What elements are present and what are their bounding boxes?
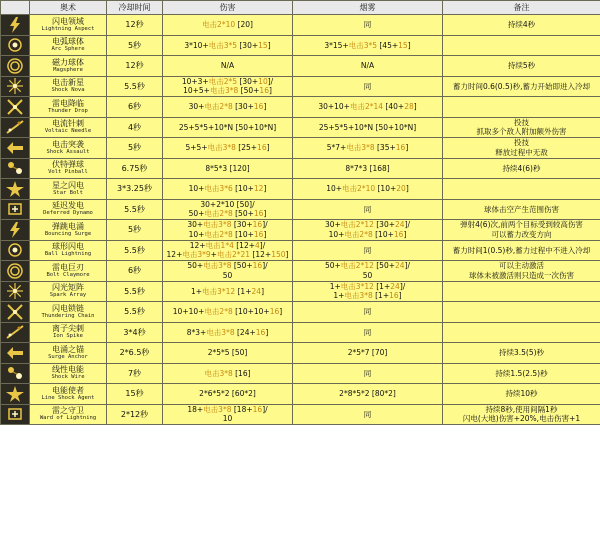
- cell-line: 持续4(6)秒: [502, 163, 541, 173]
- spell-icon-cell: [1, 404, 30, 425]
- spark-array-icon: [4, 282, 26, 300]
- frenzy-cell: [293, 35, 443, 56]
- damage-cell: [163, 199, 293, 220]
- notes-cell: [443, 199, 600, 220]
- magsphere-icon: [4, 57, 26, 75]
- spell-name-cell: [30, 158, 107, 179]
- cell-line: 电击3*8 [16]: [204, 368, 251, 378]
- spell-icon-cell: [1, 240, 30, 261]
- frenzy-cell: [293, 15, 443, 36]
- cell-line: 12+电击1*4 [12+4]/: [189, 240, 266, 250]
- frenzy-cell: [293, 240, 443, 261]
- spell-name-cn: 电击新星: [52, 78, 84, 88]
- cell-line: 同: [363, 204, 372, 214]
- spell-name-en: Ball Lightning: [44, 251, 92, 258]
- spell-name-cell: [30, 56, 107, 77]
- shock-wire-icon: [4, 364, 26, 382]
- cell-line: 1+电击3*12 [1+24]: [190, 286, 264, 296]
- spell-name-cn: 弹跳电涌: [52, 221, 84, 231]
- notes-cell: [443, 15, 600, 36]
- notes-cell: [443, 158, 600, 179]
- spell-name-cell: [30, 97, 107, 118]
- table-row: [1, 97, 600, 118]
- deferred-dynamo-icon: [4, 200, 26, 218]
- spell-icon-cell: [1, 56, 30, 77]
- damage-cell: [163, 343, 293, 364]
- damage-cell: [163, 322, 293, 343]
- spell-name-cell: [30, 220, 107, 241]
- cell-line: 投技: [514, 138, 529, 148]
- spell-name-cell: [30, 302, 107, 323]
- frenzy-cell: [293, 56, 443, 77]
- lightning-aspect-icon: [4, 16, 26, 34]
- cell-line: 8*3+电击3*8 [24+16]: [186, 327, 269, 337]
- cell-line: 30+电击3*8 [30+16]/: [187, 220, 268, 230]
- frenzy-cell: [293, 343, 443, 364]
- spell-name-en: Ward of Lightning: [39, 415, 97, 422]
- cell-line: 1+电击3*12 [1+24]/: [329, 281, 406, 291]
- spell-name-cell: [30, 322, 107, 343]
- frenzy-cell: [293, 302, 443, 323]
- spell-icon-cell: [1, 302, 30, 323]
- cell-line: 8*5*3 [120]: [205, 163, 250, 173]
- cooldown-cell: 15秒: [107, 384, 163, 405]
- cooldown-cell: 6秒: [107, 97, 163, 118]
- cell-line: 10: [222, 414, 233, 424]
- cooldown-cell: 6秒: [107, 261, 163, 282]
- spell-name-en: Star Bolt: [53, 189, 83, 196]
- cooldown-cell: 5.5秒: [107, 199, 163, 220]
- cooldown-cell: 5.5秒: [107, 240, 163, 261]
- spell-name-en: Volt Pinball: [48, 169, 88, 176]
- damage-cell: [163, 179, 293, 200]
- table-row: [1, 56, 600, 77]
- cell-line: N/A: [220, 61, 235, 70]
- frenzy-cell: [293, 384, 443, 405]
- cell-line: 同: [363, 409, 372, 419]
- cell-line: 可以主动激活: [499, 261, 544, 271]
- frenzy-cell: [293, 363, 443, 384]
- thunder-drop-icon: [4, 98, 26, 116]
- cell-line: 持续4秒: [507, 20, 536, 29]
- spell-name-cn: 离子尖刺: [52, 324, 84, 334]
- cell-line: 30+电击2*12 [30+24]/: [324, 220, 411, 230]
- cell-line: 5*7+电击3*8 [35+16]: [326, 143, 409, 152]
- spell-name-cn: 线性电能: [52, 365, 84, 375]
- notes-cell: [443, 117, 600, 138]
- table-row: [1, 199, 600, 220]
- cooldown-cell: 5秒: [107, 35, 163, 56]
- spell-icon-cell: [1, 343, 30, 364]
- cooldown-cell: 6.75秒: [107, 158, 163, 179]
- spell-name-cn: 电能使者: [52, 385, 84, 395]
- cooldown-cell: 2*12秒: [107, 404, 163, 425]
- table-row: [1, 76, 600, 97]
- arc-sphere-icon: [4, 36, 26, 54]
- damage-cell: [163, 281, 293, 302]
- spell-icon-cell: [1, 35, 30, 56]
- spell-name-cell: [30, 199, 107, 220]
- spell-name-cn: 电涌之锚: [52, 344, 84, 354]
- ward-of-lightning-icon: [4, 405, 26, 423]
- spell-icon-cell: [1, 199, 30, 220]
- cell-line: 10+10+电击2*8 [10+10+16]: [172, 307, 283, 316]
- spell-name-en: Arc Sphere: [51, 46, 85, 53]
- damage-cell: [163, 384, 293, 405]
- cell-line: 2*5*5 [50]: [207, 348, 248, 357]
- spell-icon-cell: [1, 179, 30, 200]
- damage-cell: [163, 56, 293, 77]
- cell-line: 18+电击3*8 [18+16]/: [187, 404, 268, 414]
- header-icon: [1, 1, 30, 15]
- cell-line: 持续3.5(5)秒: [498, 348, 545, 357]
- header-damage: 伤害: [163, 1, 293, 15]
- cell-line: N/A: [360, 61, 375, 70]
- spell-name-cell: [30, 384, 107, 405]
- cell-line: 1+电击3*8 [1+16]: [333, 291, 402, 301]
- spell-name-cell: [30, 281, 107, 302]
- frenzy-cell: [293, 179, 443, 200]
- frenzy-cell: [293, 76, 443, 97]
- frenzy-cell: [293, 220, 443, 241]
- spell-name-cn: 电弧球体: [52, 37, 84, 47]
- spell-name-en: Deferred Dynamo: [43, 210, 93, 217]
- spell-name-cn: 闪光矩阵: [52, 283, 84, 293]
- damage-cell: [163, 220, 293, 241]
- cooldown-cell: 5.5秒: [107, 76, 163, 97]
- cell-line: 同: [363, 307, 372, 316]
- bolt-claymore-icon: [4, 262, 26, 280]
- notes-cell: [443, 281, 600, 302]
- cooldown-cell: 4秒: [107, 117, 163, 138]
- table-row: [1, 15, 600, 36]
- cooldown-cell: 5.5秒: [107, 302, 163, 323]
- notes-cell: [443, 240, 600, 261]
- bouncing-surge-icon: [4, 221, 26, 239]
- spell-name-en: Line Shock Agent: [41, 394, 95, 401]
- spell-name-en: Voltaic Needle: [44, 128, 92, 135]
- cell-line: 50: [222, 270, 233, 280]
- header-spell: 奥术: [30, 1, 107, 15]
- cell-line: 持续5秒: [507, 61, 536, 70]
- cooldown-cell: 12秒: [107, 56, 163, 77]
- cell-line: 50+电击2*8 [50+16]: [188, 209, 267, 219]
- cell-line: 持续1.5(2.5)秒: [495, 368, 548, 378]
- cell-line: 10+5+电击3*8 [50+16]: [183, 86, 272, 96]
- cell-line: 5+5+电击3*8 [25+16]: [185, 143, 270, 152]
- spell-name-en: Spark Array: [49, 292, 87, 299]
- spell-name-en: Ion Spike: [53, 333, 83, 340]
- cell-line: 蓄力时间0.6(0.5)秒,蓄力开始即进入冷却: [452, 81, 591, 91]
- table-row: [1, 343, 600, 364]
- frenzy-cell: [293, 138, 443, 159]
- cooldown-cell: 12秒: [107, 15, 163, 36]
- cell-line: 10+电击2*8 [10+16]: [188, 229, 267, 239]
- cell-line: 持续10秒: [505, 389, 538, 398]
- cell-line: 50+电击2*12 [50+24]/: [324, 261, 411, 271]
- spell-name-cn: 闪电领域: [52, 16, 84, 26]
- ion-spike-icon: [4, 323, 26, 341]
- spell-name-cell: [30, 117, 107, 138]
- spell-name-en: Surge Anchor: [48, 353, 88, 360]
- cell-line: 球体未被激活则只造成一次伤害: [469, 270, 574, 280]
- spell-icon-cell: [1, 15, 30, 36]
- spell-name-cn: 电击突袭: [52, 139, 84, 149]
- notes-cell: [443, 76, 600, 97]
- spell-icon-cell: [1, 117, 30, 138]
- notes-cell: [443, 404, 600, 425]
- shock-assault-icon: [4, 139, 26, 157]
- header-notes: 备注: [443, 1, 600, 15]
- spell-icon-cell: [1, 261, 30, 282]
- cell-line: 弹射4(6)次,前两个目标受到较高伤害: [460, 220, 583, 230]
- table-row: [1, 35, 600, 56]
- frenzy-cell: [293, 281, 443, 302]
- cell-line: 持续8秒,使用间隔1秒: [485, 404, 558, 414]
- notes-cell: [443, 138, 600, 159]
- cell-line: 30+电击2*8 [30+16]: [188, 102, 267, 111]
- cooldown-cell: 3*3.25秒: [107, 179, 163, 200]
- table-row: [1, 281, 600, 302]
- frenzy-cell: [293, 261, 443, 282]
- cell-line: 同: [363, 327, 372, 337]
- table-row: [1, 322, 600, 343]
- cell-line: 12+电击3*9+电击2*21 [12+150]: [166, 250, 289, 260]
- cooldown-cell: 5.5秒: [107, 281, 163, 302]
- cell-line: 30+2*10 [50]/: [200, 199, 255, 209]
- table-row: [1, 384, 600, 405]
- damage-cell: [163, 35, 293, 56]
- notes-cell: [443, 322, 600, 343]
- cell-line: 同: [363, 245, 372, 255]
- spell-name-cell: [30, 363, 107, 384]
- spell-name-cell: [30, 343, 107, 364]
- voltaic-needle-icon: [4, 118, 26, 136]
- damage-cell: [163, 15, 293, 36]
- damage-cell: [163, 404, 293, 425]
- table-row: [1, 302, 600, 323]
- table-row: [1, 404, 600, 425]
- ball-lightning-icon: [4, 241, 26, 259]
- spell-icon-cell: [1, 281, 30, 302]
- frenzy-cell: [293, 117, 443, 138]
- damage-cell: [163, 302, 293, 323]
- spell-name-cn: 磁力球体: [52, 57, 84, 67]
- cooldown-cell: 7秒: [107, 363, 163, 384]
- spell-name-cn: 雷之守卫: [52, 406, 84, 416]
- damage-cell: [163, 261, 293, 282]
- damage-cell: [163, 240, 293, 261]
- damage-cell: [163, 138, 293, 159]
- cell-line: 3*10+电击3*5 [30+15]: [184, 40, 271, 50]
- spell-name-en: Lightning Aspect: [41, 25, 95, 32]
- spell-name-cn: 延迟发电: [52, 201, 84, 211]
- cooldown-cell: 2*6.5秒: [107, 343, 163, 364]
- notes-cell: [443, 302, 600, 323]
- cell-line: 10+电击2*10 [10+20]: [326, 184, 409, 193]
- spell-name-cell: [30, 138, 107, 159]
- frenzy-cell: [293, 158, 443, 179]
- cell-line: 蓄力时间1(0.5)秒,蓄力过程中不进入冷却: [452, 245, 591, 255]
- spell-name-cell: [30, 15, 107, 36]
- table-header: [1, 1, 600, 15]
- frenzy-cell: [293, 404, 443, 425]
- cooldown-cell: 5秒: [107, 138, 163, 159]
- spell-icon-cell: [1, 97, 30, 118]
- cell-line: 同: [363, 20, 372, 29]
- spell-icon-cell: [1, 138, 30, 159]
- notes-cell: [443, 343, 600, 364]
- spell-name-cn: 电流针刺: [52, 119, 84, 129]
- spell-name-cn: 伏特弹球: [52, 160, 84, 170]
- cell-line: 抓取多个敌人附加额外伤害: [476, 127, 567, 137]
- notes-cell: [443, 97, 600, 118]
- spell-name-cell: [30, 76, 107, 97]
- cell-line: 25+5*5+10*N [50+10*N]: [178, 122, 277, 132]
- cell-line: 同: [363, 368, 372, 378]
- cell-line: 2*5*7 [70]: [347, 348, 388, 357]
- notes-cell: [443, 56, 600, 77]
- spell-name-cn: 闪电锁链: [52, 303, 84, 313]
- table-row: [1, 179, 600, 200]
- spell-icon-cell: [1, 158, 30, 179]
- spell-name-en: Bolt Claymore: [46, 271, 90, 278]
- notes-cell: [443, 384, 600, 405]
- table-row: [1, 158, 600, 179]
- spell-name-cell: [30, 240, 107, 261]
- spell-name-en: Magsphere: [53, 66, 83, 73]
- cell-line: 投技: [514, 117, 529, 127]
- surge-anchor-icon: [4, 344, 26, 362]
- table-row: [1, 363, 600, 384]
- spell-name-en: Bouncing Surge: [44, 230, 92, 237]
- thundering-chain-icon: [4, 303, 26, 321]
- table-row: [1, 261, 600, 282]
- spell-icon-cell: [1, 220, 30, 241]
- damage-cell: [163, 97, 293, 118]
- frenzy-cell: [293, 97, 443, 118]
- header-cooldown: 冷却时间: [107, 1, 163, 15]
- header-frenzy: 烟雾: [293, 1, 443, 15]
- cell-line: 可以蓄力改变方向: [491, 229, 552, 239]
- cell-line: 闪电(大地)伤害+20%,电击伤害+1: [462, 414, 581, 424]
- cell-line: 50: [362, 270, 373, 280]
- notes-cell: [443, 261, 600, 282]
- spell-name-en: Thundering Chain: [41, 312, 95, 319]
- spell-name-cn: 雷电降临: [52, 98, 84, 108]
- notes-cell: [443, 220, 600, 241]
- spell-name-cell: [30, 261, 107, 282]
- spell-icon-cell: [1, 322, 30, 343]
- cooldown-cell: 3*4秒: [107, 322, 163, 343]
- cell-line: 10+电击3*6 [10+12]: [188, 184, 267, 193]
- damage-cell: [163, 76, 293, 97]
- frenzy-cell: [293, 199, 443, 220]
- line-shock-agent-icon: [4, 385, 26, 403]
- volt-pinball-icon: [4, 159, 26, 177]
- star-bolt-icon: [4, 180, 26, 198]
- spell-name-en: Shock Wire: [51, 374, 85, 381]
- cooldown-cell: 5秒: [107, 220, 163, 241]
- shock-nova-icon: [4, 77, 26, 95]
- spell-name-cn: 球形闪电: [52, 242, 84, 252]
- notes-cell: [443, 179, 600, 200]
- notes-cell: [443, 363, 600, 384]
- cell-line: 电击2*10 [20]: [202, 20, 253, 29]
- spell-name-en: Shock Nova: [51, 87, 85, 94]
- damage-cell: [163, 158, 293, 179]
- table-row: [1, 240, 600, 261]
- cell-line: 25+5*5+10*N [50+10*N]: [318, 122, 417, 132]
- spell-icon-cell: [1, 76, 30, 97]
- frenzy-cell: [293, 322, 443, 343]
- cell-line: 2*8*5*2 [80*2]: [339, 389, 396, 398]
- cell-line: 3*15+电击3*5 [45+15]: [324, 40, 411, 50]
- table-row: [1, 138, 600, 159]
- spell-name-cn: 雷电巨刃: [52, 262, 84, 272]
- cell-line: 10+电击2*8 [10+16]: [328, 229, 407, 239]
- cell-line: 10+3+电击2*5 [30+10]/: [181, 76, 274, 86]
- spell-icon-cell: [1, 363, 30, 384]
- spell-name-cell: [30, 35, 107, 56]
- spell-icon-cell: [1, 384, 30, 405]
- cell-line: 球体击空产生范围伤害: [484, 204, 559, 214]
- notes-cell: [443, 35, 600, 56]
- damage-cell: [163, 363, 293, 384]
- cell-line: 2*6*5*2 [60*2]: [199, 389, 256, 398]
- spell-name-cell: [30, 404, 107, 425]
- cell-line: 30+10+电击2*14 [40+28]: [318, 102, 417, 111]
- table-row: [1, 220, 600, 241]
- spell-name-cell: [30, 179, 107, 200]
- spell-name-en: Thunder Drop: [48, 107, 88, 114]
- spell-name-cn: 星之闪电: [52, 180, 84, 190]
- damage-cell: [163, 117, 293, 138]
- cell-line: 释放过程中无敌: [495, 147, 548, 157]
- cell-line: 50+电击3*8 [50+16]/: [187, 261, 268, 271]
- cell-line: 8*7*3 [168]: [345, 163, 390, 173]
- spell-name-en: Shock Assault: [46, 148, 90, 155]
- cell-line: 同: [363, 81, 372, 91]
- table-row: [1, 117, 600, 138]
